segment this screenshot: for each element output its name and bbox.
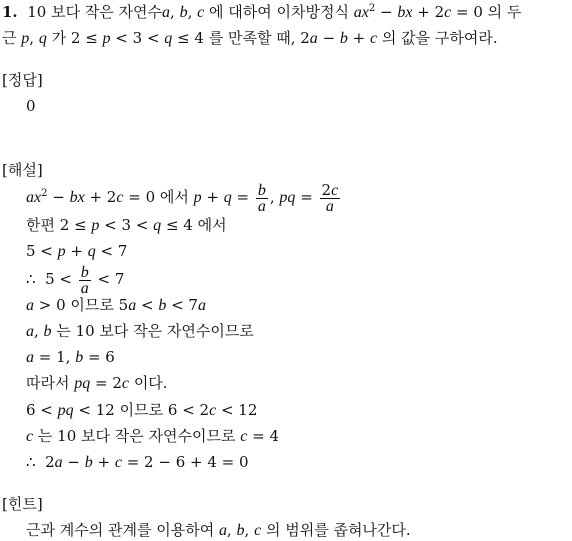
problem-number: 1. <box>2 3 18 21</box>
solution-line-6: a, b 는 10 보다 작은 자연수이므로 <box>26 322 254 340</box>
fraction-2c-over-a: $\frac{2c}{a}$ <box>321 180 339 215</box>
solution-line-2: 한편 2 ≤ p < 3 < q ≤ 4 에서 <box>26 216 227 234</box>
answer-value: 0 <box>26 97 36 115</box>
solution-line-3: 5 < p + q < 7 <box>26 242 128 260</box>
hint-text: 근과 계수의 관계를 이용하여 a, b, c 의 범위를 좁혀나간다. <box>26 521 411 539</box>
solution-line-7: a = 1, b = 6 <box>26 348 115 366</box>
answer-header: [정답] <box>2 71 43 89</box>
solution-header: [해설] <box>2 161 43 179</box>
solution-line-11: ∴ 2a − b + c = 2 − 6 + 4 = 0 <box>26 453 249 471</box>
hint-header: [힌트] <box>2 495 43 513</box>
solution-line-4: ∴ 5 < $\frac{b}{a}$ < 7 <box>26 263 125 297</box>
solution-line-5: a > 0 이므로 5a < b < 7a <box>26 296 206 314</box>
fraction-b-over-a: $\frac{b}{a}$ <box>257 181 266 215</box>
fraction-b-over-a-2: $\frac{b}{a}$ <box>80 263 89 297</box>
solution-line-10: c 는 10 보다 작은 자연수이므로 c = 4 <box>26 427 279 445</box>
problem-line-2: 근 p, q 가 2 ≤ p < 3 < q ≤ 4 를 만족할 때, 2a − b + c 의 값을 구하여라. <box>2 29 498 47</box>
problem-line-1: 1. 10 보다 작은 자연수a, b, c 에 대하여 이차방정식 $ax^2$ − bx + 2c = 0 의 두 <box>2 3 522 21</box>
solution-line-8: 따라서 pq = 2c 이다. <box>26 374 168 392</box>
solution-line-1: $ax^2$ − bx + 2c = 0 에서 p + q = $\frac{b}{a}$ , pq = $\frac{2c}{a}$ <box>26 180 339 215</box>
solution-line-9: 6 < pq < 12 이므로 6 < 2c < 12 <box>26 401 258 419</box>
